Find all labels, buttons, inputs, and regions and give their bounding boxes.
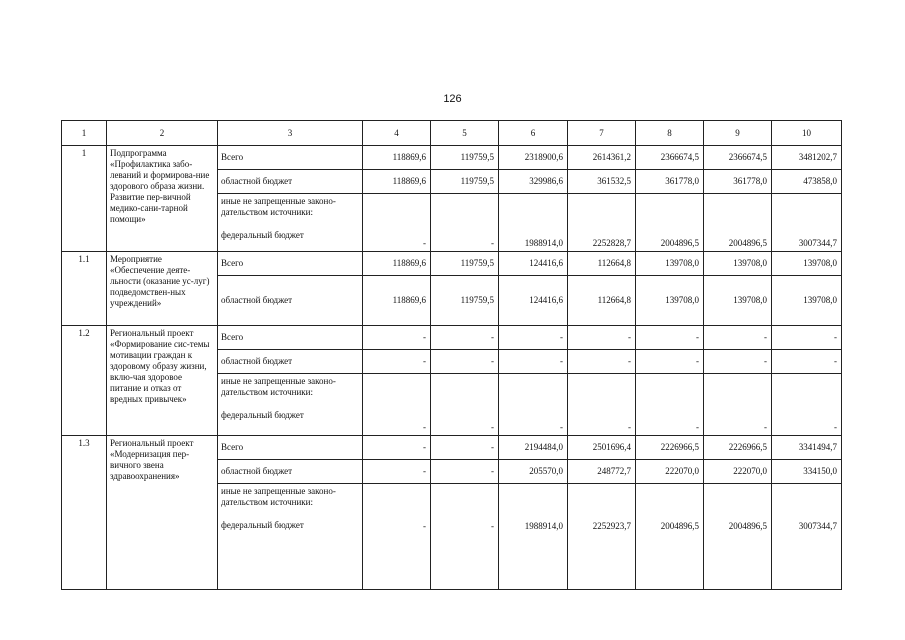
- value-cell: 1988914,0: [499, 484, 568, 590]
- table-row: [62, 146, 842, 170]
- value-cell: 118869,6: [363, 146, 431, 170]
- value-cell: 2252828,7: [568, 194, 636, 252]
- table-row: [62, 326, 842, 350]
- value-cell: -: [568, 374, 636, 436]
- value-cell: 222070,0: [704, 460, 772, 484]
- table-row: [62, 436, 842, 460]
- value-cell: 2226966,5: [636, 436, 704, 460]
- value-cell: 222070,0: [636, 460, 704, 484]
- value-cell: 118869,6: [363, 252, 431, 276]
- other-sources-label: иные не запрещенные законо-дательством источники:: [221, 486, 336, 507]
- value-cell: -: [636, 326, 704, 350]
- value-cell: 2226966,5: [704, 436, 772, 460]
- value-cell: 139708,0: [636, 276, 704, 326]
- value-cell: -: [704, 326, 772, 350]
- federal-budget-label: федеральный бюджет: [221, 230, 304, 240]
- value-cell: 119759,5: [431, 146, 499, 170]
- page-number: 126: [443, 93, 462, 105]
- row-index: 1.3: [62, 436, 107, 590]
- value-cell: -: [363, 436, 431, 460]
- column-header: 7: [568, 121, 636, 146]
- source-label: Всего: [218, 146, 363, 170]
- column-header: 4: [363, 121, 431, 146]
- value-cell: -: [499, 326, 568, 350]
- value-cell: 139708,0: [704, 252, 772, 276]
- value-cell: 2004896,5: [704, 194, 772, 252]
- value-cell: 139708,0: [772, 252, 842, 276]
- value-cell: 119759,5: [431, 276, 499, 326]
- value-cell: -: [772, 374, 842, 436]
- value-cell: -: [431, 374, 499, 436]
- source-label: [218, 484, 363, 590]
- column-header: 1: [62, 121, 107, 146]
- row-index: 1.1: [62, 252, 107, 326]
- column-header: 3: [218, 121, 363, 146]
- budget-table: [61, 120, 842, 590]
- value-cell: -: [363, 194, 431, 252]
- source-label: областной бюджет: [218, 460, 363, 484]
- value-cell: 361778,0: [704, 170, 772, 194]
- value-cell: -: [772, 326, 842, 350]
- value-cell: 3341494,7: [772, 436, 842, 460]
- header-row: [62, 121, 842, 146]
- value-cell: -: [363, 374, 431, 436]
- value-cell: 1988914,0: [499, 194, 568, 252]
- value-cell: -: [499, 350, 568, 374]
- value-cell: 2318900,6: [499, 146, 568, 170]
- value-cell: 329986,6: [499, 170, 568, 194]
- row-index: 1: [62, 146, 107, 252]
- value-cell: -: [568, 350, 636, 374]
- value-cell: 139708,0: [636, 252, 704, 276]
- column-header: 8: [636, 121, 704, 146]
- value-cell: -: [431, 436, 499, 460]
- value-cell: 118869,6: [363, 276, 431, 326]
- value-cell: -: [431, 326, 499, 350]
- value-cell: 2501696,4: [568, 436, 636, 460]
- value-cell: 3007344,7: [772, 484, 842, 590]
- value-cell: -: [431, 350, 499, 374]
- value-cell: -: [704, 374, 772, 436]
- value-cell: -: [704, 350, 772, 374]
- value-cell: 2252923,7: [568, 484, 636, 590]
- value-cell: 205570,0: [499, 460, 568, 484]
- column-header: 6: [499, 121, 568, 146]
- federal-budget-label: федеральный бюджет: [221, 410, 304, 420]
- column-header: 2: [107, 121, 218, 146]
- row-name: Подпрограмма «Профилактика забо-леваний и формирова-ние здорового образа жизни. Развитие пер-вичной медико-сани-тарной помощи»: [107, 146, 218, 252]
- value-cell: 2366674,5: [636, 146, 704, 170]
- column-header: 10: [772, 121, 842, 146]
- value-cell: 361532,5: [568, 170, 636, 194]
- value-cell: -: [772, 350, 842, 374]
- column-header: 5: [431, 121, 499, 146]
- table-row: [62, 252, 842, 276]
- value-cell: -: [431, 460, 499, 484]
- column-header: 9: [704, 121, 772, 146]
- source-label: Всего: [218, 326, 363, 350]
- value-cell: 2366674,5: [704, 146, 772, 170]
- other-sources-label: иные не запрещенные законо-дательством источники:: [221, 196, 336, 217]
- source-label: Всего: [218, 436, 363, 460]
- value-cell: 139708,0: [704, 276, 772, 326]
- value-cell: 124416,6: [499, 252, 568, 276]
- source-label: Всего: [218, 252, 363, 276]
- value-cell: -: [363, 350, 431, 374]
- value-cell: 112664,8: [568, 276, 636, 326]
- value-cell: 2614361,2: [568, 146, 636, 170]
- value-cell: -: [636, 350, 704, 374]
- source-label: [218, 194, 363, 252]
- source-label: областной бюджет: [218, 170, 363, 194]
- value-cell: 119759,5: [431, 170, 499, 194]
- source-label: областной бюджет: [218, 350, 363, 374]
- value-cell: 124416,6: [499, 276, 568, 326]
- value-cell: 2004896,5: [636, 194, 704, 252]
- value-cell: 334150,0: [772, 460, 842, 484]
- value-cell: -: [363, 484, 431, 590]
- value-cell: 473858,0: [772, 170, 842, 194]
- row-index: 1.2: [62, 326, 107, 436]
- value-cell: -: [431, 194, 499, 252]
- value-cell: 248772,7: [568, 460, 636, 484]
- value-cell: -: [568, 326, 636, 350]
- row-name: Региональный проект «Формирование сис-темы мотивации граждан к здоровому образу жизни, вклю-чая здоровое питание и отказ от вредных привычек»: [107, 326, 218, 436]
- value-cell: -: [431, 484, 499, 590]
- value-cell: -: [363, 460, 431, 484]
- value-cell: 3481202,7: [772, 146, 842, 170]
- value-cell: 112664,8: [568, 252, 636, 276]
- row-name: Региональный проект «Модернизация пер-вичного звена здравоохранения»: [107, 436, 218, 590]
- value-cell: -: [636, 374, 704, 436]
- value-cell: 2004896,5: [704, 484, 772, 590]
- federal-budget-label: федеральный бюджет: [221, 520, 304, 530]
- row-name: Мероприятие «Обеспечение деяте-льности (оказание ус-луг) подведомствен-ных учреждений»: [107, 252, 218, 326]
- value-cell: 361778,0: [636, 170, 704, 194]
- value-cell: 2194484,0: [499, 436, 568, 460]
- other-sources-label: иные не запрещенные законо-дательством источники:: [221, 376, 336, 397]
- source-label: [218, 374, 363, 436]
- value-cell: 2004896,5: [636, 484, 704, 590]
- value-cell: 139708,0: [772, 276, 842, 326]
- value-cell: -: [499, 374, 568, 436]
- value-cell: 118869,6: [363, 170, 431, 194]
- value-cell: 119759,5: [431, 252, 499, 276]
- value-cell: -: [363, 326, 431, 350]
- source-label: областной бюджет: [218, 276, 363, 326]
- value-cell: 3007344,7: [772, 194, 842, 252]
